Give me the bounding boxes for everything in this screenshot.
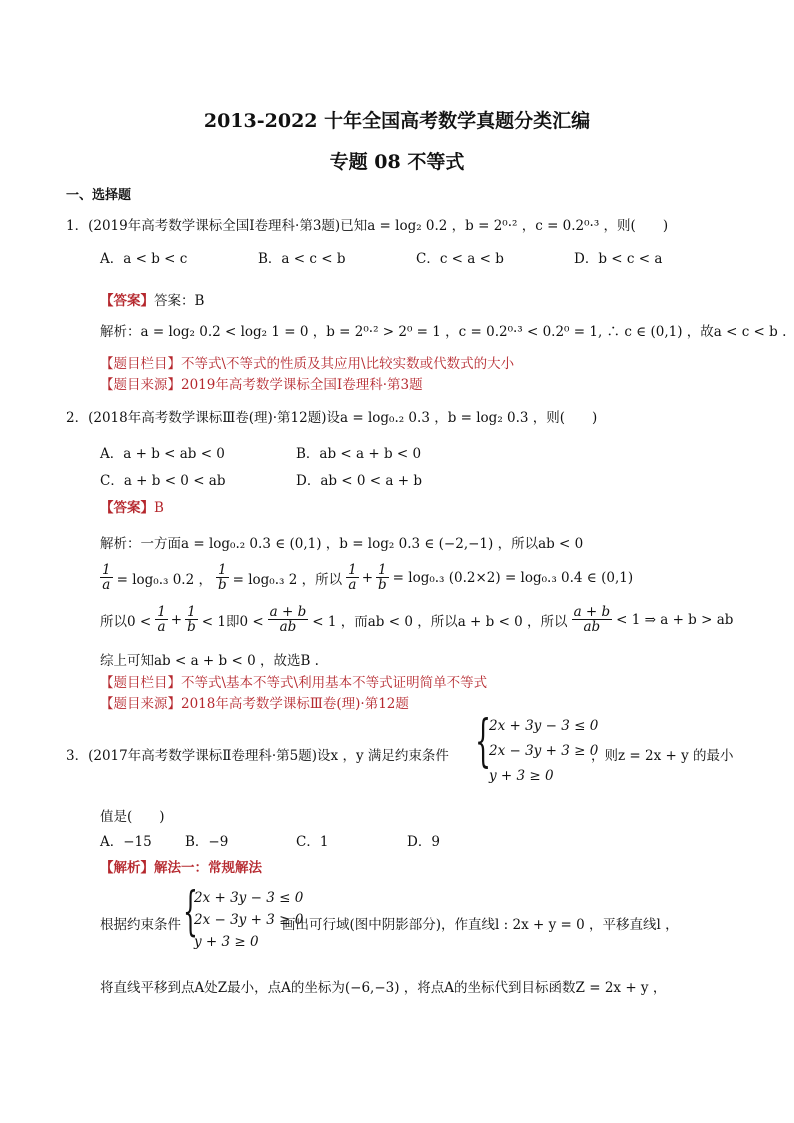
question-3-method-text: 画出可行域(图中阴影部分)，作直线l : 2x + y = 0 ，平移直线l ，: [282, 917, 679, 933]
question-2-option-b: B．ab < a + b < 0: [296, 446, 422, 462]
question-3-option-c: C．1: [296, 834, 329, 850]
question-2-analysis-line-1: 解析：一方面a = log₀.₂ 0.3 ∈ (0,1) ，b = log₂ 0.3 ∈ (−2,−1) ，所以ab < 0: [100, 536, 584, 552]
answer-tag: 【答案】: [100, 500, 154, 516]
question-1-category: 【题目栏目】不等式\不等式的性质及其应用\比较实数或代数式的大小: [100, 356, 515, 372]
question-3-option-d: D．9: [407, 834, 440, 850]
question-3-analysis-heading: 【解析】解法一：常规解法: [100, 860, 262, 876]
constraint-3: y + 3 ≥ 0: [194, 934, 259, 950]
question-1-option-c: C．c < a < b: [416, 251, 504, 267]
question-3-method-label: 根据约束条件: [100, 917, 181, 933]
section-heading: 一、选择题: [66, 188, 132, 203]
fraction-a-plus-b-over-ab: $\frac{a + b}{ab}$: [573, 604, 611, 636]
question-1-source: 【题目来源】2019年高考数学课标全国Ⅰ卷理科·第3题: [100, 377, 423, 393]
question-3-stem-continued: ，则z = 2x + y 的最小: [591, 748, 734, 764]
question-2-analysis-line-3: 所以0 < $\frac{1}{a}$ + $\frac{1}{b}$ < 1即0 < $\frac{a + b}{ab}$ < 1 ，而ab < 0 ，所以a + b < 0 ，所以 $\frac{a + b}{ab}$ < 1 ⇒ a + b > ab: [100, 604, 734, 636]
document-subtitle: 专题 08 不等式: [329, 151, 465, 173]
document-title: 2013-2022 十年全国高考数学真题分类汇编: [203, 110, 591, 132]
constraint-2: 2x − 3y + 3 ≥ 0: [489, 743, 599, 759]
fraction-1-over-b: $\frac{1}{b}$: [378, 562, 387, 594]
question-2-category: 【题目栏目】不等式\基本不等式\利用基本不等式证明简单不等式: [100, 675, 488, 691]
question-2-analysis-line-2: $\frac{1}{a}$ = log₀.₃ 0.2 ， $\frac{1}{b}$ = log₀.₃ 2 ，所以 $\frac{1}{a}$ + $\frac{1}{b}$ = log₀.₃ (0.2×2) = log₀.₃ 0.4 ∈ (0,1): [102, 562, 634, 594]
fraction-1-over-b: $\frac{1}{b}$: [187, 604, 196, 636]
answer-text: B: [154, 500, 164, 516]
fraction-1-over-a: $\frac{1}{a}$: [348, 562, 357, 594]
question-3-stem: 3．(2017年高考数学课标Ⅱ卷理科·第5题)设x ，y 满足约束条件: [66, 748, 449, 764]
question-3-stem-end: 值是( ): [100, 809, 165, 825]
fraction-1-over-b: $\frac{1}{b}$: [217, 562, 227, 594]
question-1-option-b: B．a < c < b: [258, 251, 346, 267]
question-1-analysis: 解析：a = log₂ 0.2 < log₂ 1 = 0 ，b = 2⁰·² > 2⁰ = 1 ，c = 0.2⁰·³ < 0.2⁰ = 1, ∴ c ∈ (0,1) ，故a < c < b .: [100, 324, 787, 340]
question-3-option-b: B．−9: [185, 834, 229, 850]
fraction-1-over-a: $\frac{1}{a}$: [102, 562, 111, 594]
constraint-2: 2x − 3y + 3 ≥ 0: [194, 912, 304, 928]
brace-icon: {: [475, 709, 492, 774]
question-1-stem: 1．(2019年高考数学课标全国Ⅰ卷理科·第3题)已知a = log₂ 0.2 ，b = 2⁰·² ，c = 0.2⁰·³ ，则( ): [66, 218, 669, 234]
question-2-source: 【题目来源】2018年高考数学课标Ⅲ卷(理)·第12题: [100, 696, 409, 712]
constraint-1: 2x + 3y − 3 ≤ 0: [489, 718, 599, 734]
constraint-1: 2x + 3y − 3 ≤ 0: [194, 890, 304, 906]
question-2-option-a: A．a + b < ab < 0: [100, 446, 225, 462]
question-2-option-c: C．a + b < 0 < ab: [100, 473, 226, 489]
question-2-stem: 2．(2018年高考数学课标Ⅲ卷(理)·第12题)设a = log₀.₂ 0.3 ，b = log₂ 0.3 ，则( ): [66, 410, 598, 426]
brace-icon: {: [183, 882, 198, 942]
constraint-3: y + 3 ≥ 0: [489, 768, 554, 784]
fraction-a-plus-b-over-ab: $\frac{a + b}{ab}$: [269, 604, 307, 636]
answer-text: 答案：B: [154, 293, 205, 309]
question-1-answer: [100, 289, 204, 309]
question-3-option-a: A．−15: [100, 834, 152, 850]
question-3-last-line: 将直线平移到点A处Z最小，点A的坐标为(−6,−3) ，将点A的坐标代到目标函数Z = 2x + y ，: [100, 980, 667, 996]
question-2-conclusion: 综上可知ab < a + b < 0 ，故选B .: [100, 653, 319, 669]
question-1-option-a: A．a < b < c: [100, 251, 188, 267]
question-2-answer: [100, 496, 164, 516]
answer-tag: 【答案】: [100, 293, 154, 309]
fraction-1-over-a: $\frac{1}{a}$: [157, 604, 166, 636]
question-2-option-d: D．ab < 0 < a + b: [296, 473, 422, 489]
question-1-option-d: D．b < c < a: [574, 251, 663, 267]
